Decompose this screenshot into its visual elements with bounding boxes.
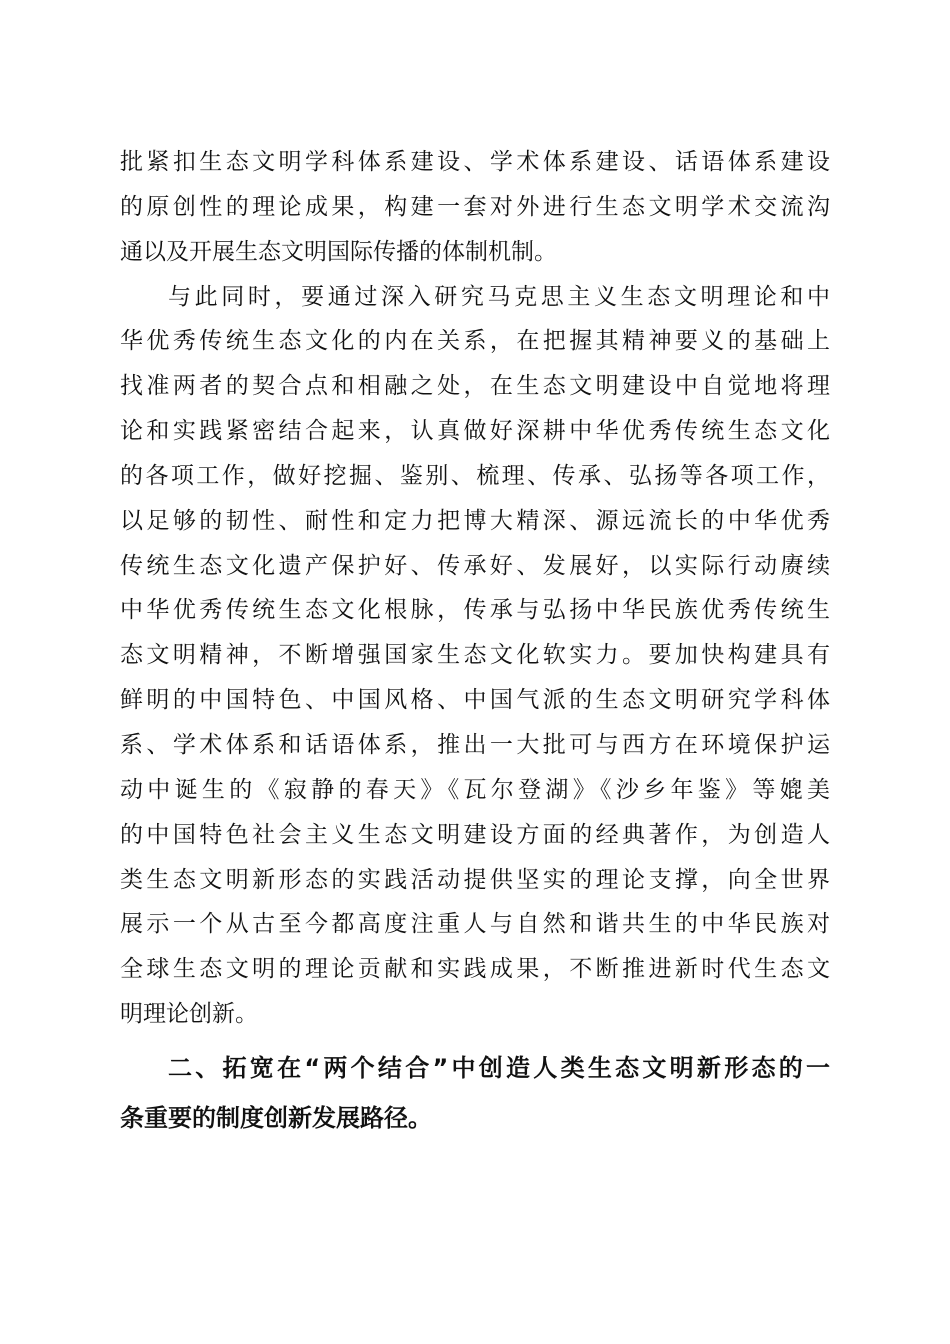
text-line: 系、学术体系和话语体系，推出一大批可与西方在环境保护运: [120, 731, 830, 758]
text-line: 全球生态文明的理论贡献和实践成果，不断推进新时代生态文: [120, 956, 830, 983]
text-line: 与此同时，要通过深入研究马克思主义生态文明理论和中: [168, 283, 830, 310]
paragraph-main: [120, 275, 830, 1037]
document-body: [120, 140, 830, 1143]
text-line: 论和实践紧密结合起来，认真做好深耕中华优秀传统生态文化: [120, 418, 830, 445]
text-line: 动中诞生的《寂静的春天》《瓦尔登湖》《沙乡年鉴》等媲美: [120, 776, 830, 803]
heading-line: 条重要的制度创新发展路径。: [120, 1103, 432, 1132]
text-line: 鲜明的中国特色、中国风格、中国气派的生态文明研究学科体: [120, 687, 830, 714]
text-line: 类生态文明新形态的实践活动提供坚实的理论支撑，向全世界: [120, 866, 830, 893]
text-line: 的各项工作，做好挖掘、鉴别、梳理、传承、弘扬等各项工作，: [120, 462, 830, 489]
text-line: 的中国特色社会主义生态文明建设方面的经典著作，为创造人: [120, 821, 830, 848]
text-line: 以足够的韧性、耐性和定力把博大精深、源远流长的中华优秀: [120, 507, 830, 534]
text-line: 的原创性的理论成果，构建一套对外进行生态文明学术交流沟: [120, 193, 830, 220]
text-line: 态文明精神，不断增强国家生态文化软实力。要加快构建具有: [120, 642, 830, 669]
text-line: 找准两者的契合点和相融之处，在生态文明建设中自觉地将理: [120, 373, 830, 400]
text-line: 中华优秀传统生态文化根脉，传承与弘扬中华民族优秀传统生: [120, 597, 830, 624]
text-line: 华优秀传统生态文化的内在关系，在把握其精神要义的基础上: [120, 328, 830, 355]
text-line: 批紧扣生态文明学科体系建设、学术体系建设、话语体系建设: [120, 149, 830, 175]
section-heading: [120, 1043, 830, 1143]
text-line: 传统生态文化遗产保护好、传承好、发展好，以实际行动赓续: [120, 552, 830, 579]
text-line: 通以及开展生态文明国际传播的体制机制。: [120, 238, 557, 265]
paragraph-continuation: [120, 140, 830, 275]
text-line: 展示一个从古至今都高度注重人与自然和谐共生的中华民族对: [120, 911, 830, 938]
heading-line: 二、拓宽在“两个结合”中创造人类生态文明新形态的一: [168, 1053, 830, 1082]
text-line: 明理论创新。: [120, 1001, 258, 1028]
